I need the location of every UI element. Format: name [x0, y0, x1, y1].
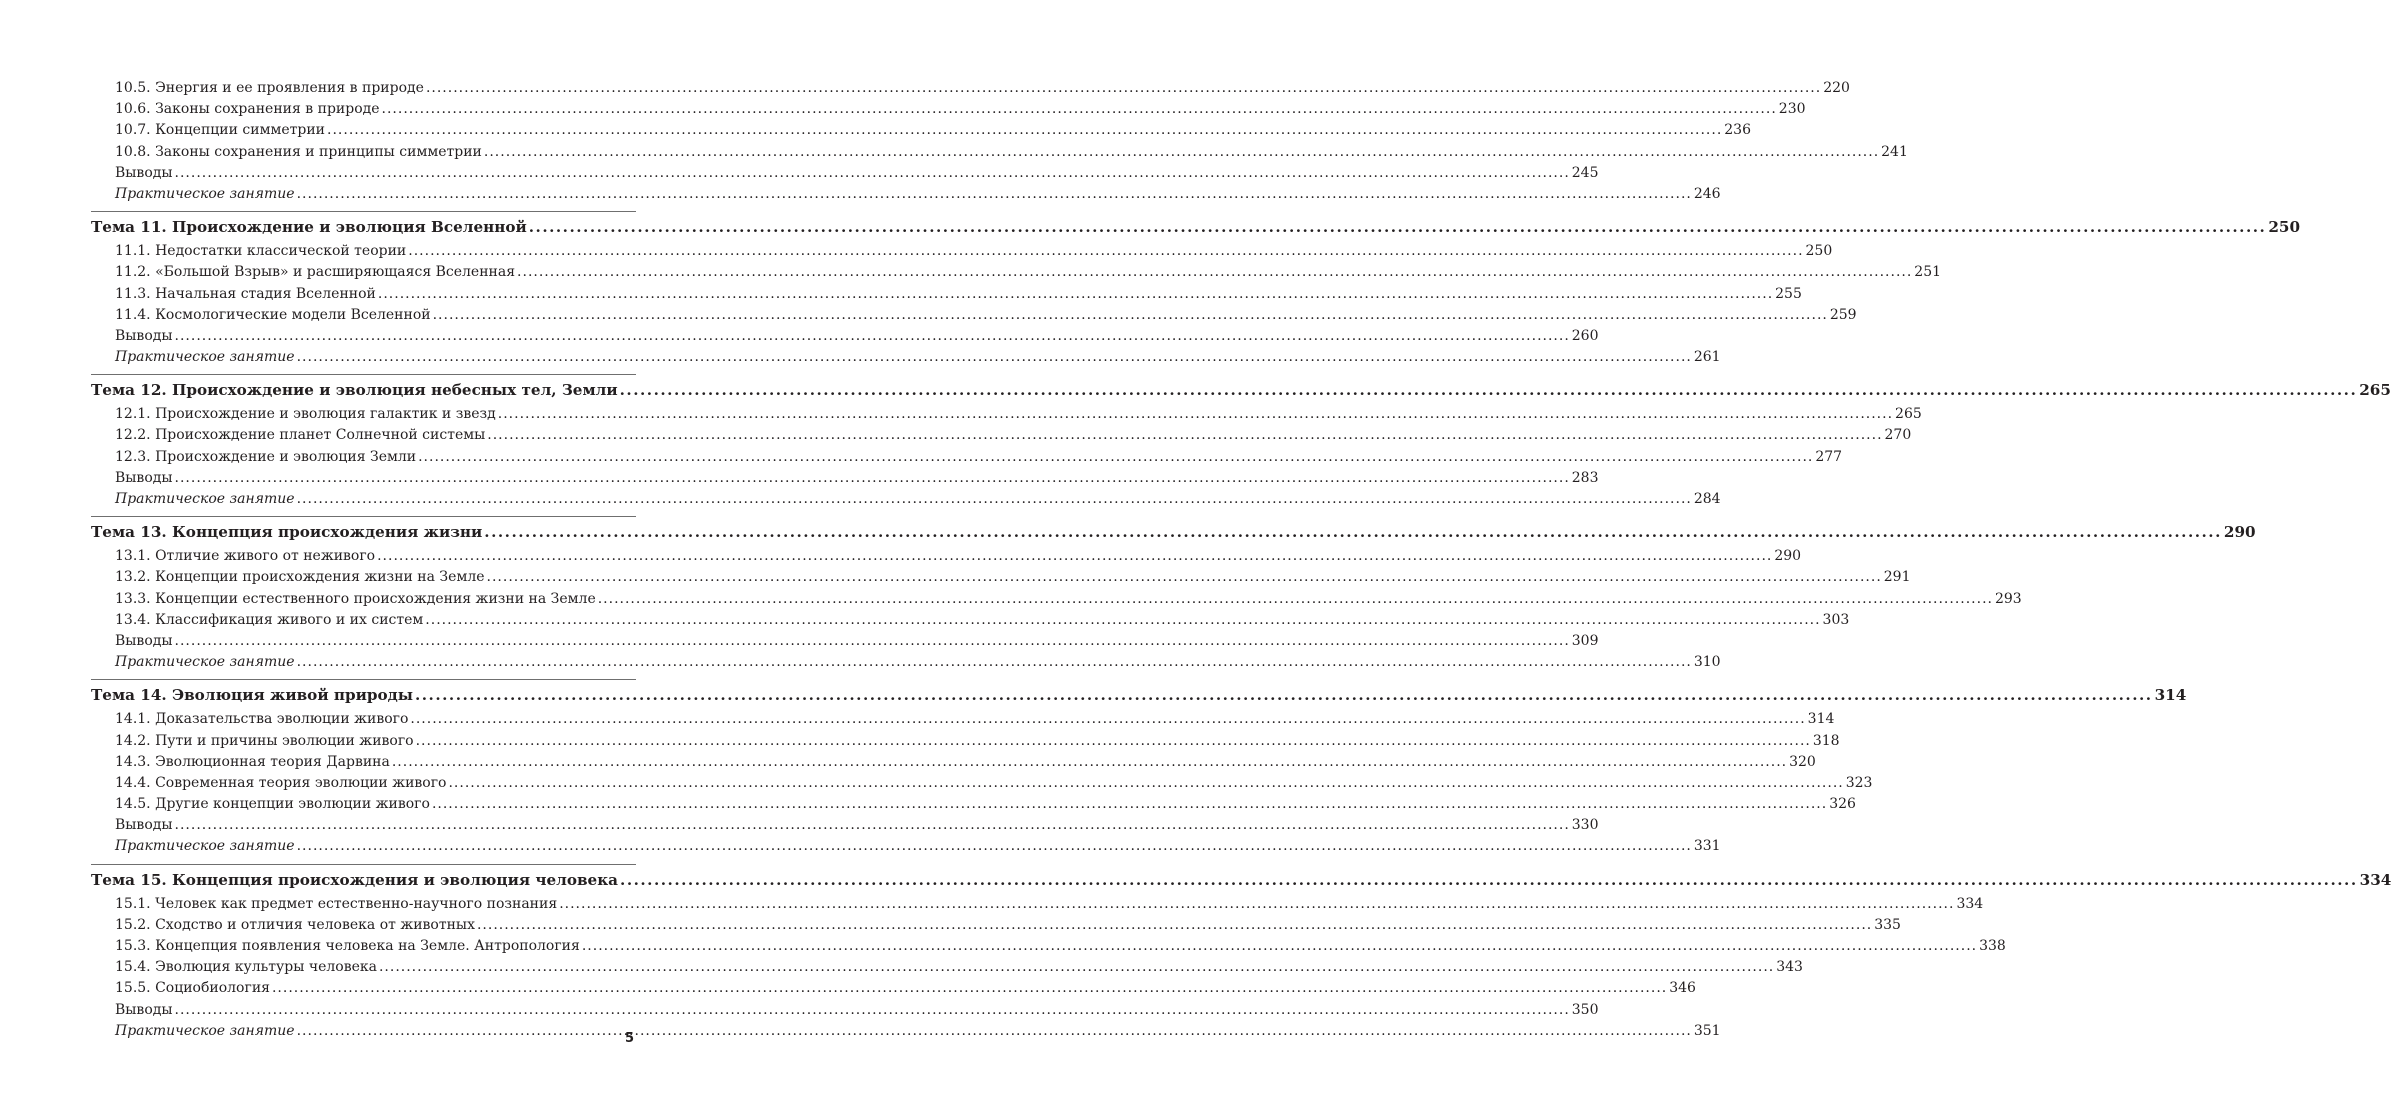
toc-entry-page: 255	[1775, 285, 1802, 302]
toc-entry-page: 250	[2268, 218, 2301, 237]
toc-entry-page: 284	[1693, 491, 1721, 507]
toc-entry-title: 10.6. Законы сохранения в природе	[115, 101, 380, 118]
toc-entry-page: 265	[1895, 406, 1922, 423]
toc-entry-title: Выводы	[115, 817, 173, 834]
dot-leader	[410, 709, 1805, 730]
toc-entry-page: 260	[1571, 327, 1599, 344]
toc-entry-title: 13.4. Классификация живого и их систем	[115, 611, 424, 628]
toc-entry-title: Практическое занятие	[115, 1022, 295, 1039]
dot-leader	[415, 682, 2153, 709]
toc-entry-title: 15.2. Сходство и отличия человека от животных	[115, 916, 475, 933]
toc-entry-page: 314	[2154, 686, 2187, 705]
toc-entry-page: 265	[2359, 381, 2391, 400]
toc-entry-title: Выводы	[115, 469, 173, 486]
toc-entry-page: 351	[1693, 1022, 1721, 1039]
toc-entry	[91, 631, 1599, 652]
toc-entry-title: 13.1. Отличие живого от неживого	[115, 548, 376, 565]
toc-entry	[91, 326, 1599, 347]
toc-topic-entry	[91, 679, 2187, 709]
toc-entry-page: 261	[1693, 349, 1721, 366]
dot-leader	[297, 184, 1692, 205]
toc-entry	[91, 915, 1901, 936]
toc-entry	[91, 652, 1721, 673]
toc-entry-title: 10.7. Концепции симметрии	[115, 122, 326, 139]
dot-leader	[297, 836, 1692, 857]
toc-entry-page: 236	[1724, 122, 1751, 139]
dot-leader	[477, 915, 1872, 936]
dot-leader	[432, 794, 1827, 815]
toc-entry	[91, 425, 1912, 446]
toc-entry-page: 270	[1884, 427, 1912, 444]
toc-entry-page: 246	[1693, 185, 1721, 202]
dot-leader	[377, 546, 1772, 567]
dot-leader	[297, 489, 1692, 510]
toc-entry	[91, 1000, 1599, 1021]
toc-entry-title: 11.4. Космологические модели Вселенной	[115, 306, 431, 323]
dot-leader	[297, 1021, 1692, 1042]
toc-entry-page: 309	[1571, 632, 1599, 649]
toc-entry	[91, 284, 1802, 305]
toc-entry	[91, 567, 1911, 588]
toc-entry-page: 310	[1693, 654, 1721, 671]
dot-leader	[175, 326, 1570, 347]
toc-entry-page: 230	[1778, 101, 1806, 118]
toc-entry-page: 277	[1815, 448, 1843, 465]
dot-leader	[620, 377, 2358, 404]
toc-topic-entry	[91, 864, 2391, 894]
toc-entry-title: 14.5. Другие концепции эволюции живого	[115, 796, 430, 813]
dot-leader	[425, 610, 1820, 631]
toc-entry	[91, 305, 1857, 326]
toc-entry-page: 330	[1571, 817, 1599, 834]
dot-leader	[529, 214, 2267, 241]
toc-entry-page: 290	[2223, 523, 2256, 542]
toc-entry-page: 326	[1829, 796, 1856, 813]
toc-topic-entry	[91, 374, 2391, 404]
toc-entry-title: 14.3. Эволюционная теория Дарвина	[115, 753, 390, 770]
dot-leader	[175, 631, 1570, 652]
toc-entry-title: 12.1. Происхождение и эволюция галактик и звезд	[115, 406, 496, 423]
toc-topic-entry	[91, 211, 2301, 241]
toc-entry-page: 245	[1571, 164, 1599, 181]
dot-leader	[327, 120, 1722, 141]
toc-entry	[91, 610, 1850, 631]
toc-entry-title: 11.3. Начальная стадия Вселенной	[115, 285, 376, 302]
dot-leader	[175, 468, 1570, 489]
toc-entry	[91, 489, 1721, 510]
toc-entry-page: 290	[1774, 548, 1802, 565]
dot-leader	[620, 867, 2358, 894]
dot-leader	[418, 447, 1813, 468]
toc-entry-page: 303	[1822, 611, 1850, 628]
toc-entry	[91, 120, 1751, 141]
toc-entry-title: 11.1. Недостатки классической теории	[115, 243, 407, 260]
toc-entry	[91, 184, 1721, 205]
dot-leader	[382, 99, 1777, 120]
dot-leader	[433, 305, 1828, 326]
dot-leader	[498, 404, 1893, 425]
toc-entry-title: 13.2. Концепции происхождения жизни на Земле	[115, 569, 485, 586]
dot-leader	[379, 957, 1774, 978]
dot-leader	[416, 731, 1811, 752]
page-number: 5	[624, 1031, 634, 1046]
toc-entry-title: 15.3. Концепция появления человека на Земле. Антропология	[115, 938, 580, 954]
toc-entry-title: 15.1. Человек как предмет естественно-научного познания	[115, 895, 558, 912]
dot-leader	[175, 163, 1570, 184]
toc-entry-title: 12.2. Происхождение планет Солнечной системы	[115, 427, 486, 444]
toc-entry-title: Выводы	[115, 632, 173, 649]
dot-leader	[487, 425, 1882, 446]
toc-entry-page: 331	[1693, 838, 1721, 855]
dot-leader	[559, 894, 1954, 915]
dot-leader	[175, 1000, 1570, 1021]
toc-entry-title: Практическое занятие	[115, 185, 295, 202]
toc-entry	[91, 589, 2022, 610]
toc-entry	[91, 99, 1806, 120]
toc-entry-title: 15.5. Социобиология	[115, 980, 270, 997]
toc-entry-title: 14.1. Доказательства эволюции живого	[115, 711, 409, 728]
toc-entry-title: Выводы	[115, 327, 173, 344]
toc-topic-entry	[91, 516, 2256, 546]
toc-entry	[91, 447, 1843, 468]
toc-entry	[91, 957, 1803, 978]
dot-leader	[297, 652, 1692, 673]
toc-entry-page: 293	[1994, 590, 2022, 607]
toc-entry	[91, 731, 1840, 752]
toc-entry	[91, 936, 2006, 957]
toc-entry-title: Практическое занятие	[115, 349, 295, 366]
toc-entry-title: 11.2. «Большой Взрыв» и расширяющаяся Вселенная	[115, 264, 516, 281]
toc-entry	[91, 468, 1599, 489]
toc-entry-page: 314	[1807, 711, 1835, 728]
toc-entry-title: 13.3. Концепции естественного происхождения жизни на Земле	[115, 590, 596, 607]
table-of-contents	[91, 78, 2391, 1042]
toc-entry	[91, 978, 1696, 999]
toc-entry	[91, 836, 1721, 857]
toc-entry-page: 346	[1669, 980, 1696, 997]
toc-entry-title: Тема 13. Концепция происхождения жизни	[91, 523, 483, 542]
toc-entry-title: Практическое занятие	[115, 491, 295, 507]
toc-entry-page: 318	[1812, 732, 1840, 749]
toc-entry-page: 320	[1789, 753, 1816, 770]
toc-entry-page: 220	[1823, 80, 1850, 96]
toc-entry-page: 251	[1914, 264, 1942, 281]
dot-leader	[598, 589, 1993, 610]
toc-entry-page: 334	[2359, 870, 2391, 889]
toc-entry-title: Выводы	[115, 164, 173, 181]
toc-entry-page: 335	[1874, 916, 1901, 933]
dot-leader	[487, 567, 1882, 588]
toc-entry-title: 10.5. Энергия и ее проявления в природе	[115, 80, 424, 96]
toc-entry	[91, 163, 1599, 184]
toc-entry-title: 15.4. Эволюция культуры человека	[115, 959, 377, 976]
toc-entry-page: 291	[1883, 569, 1911, 586]
dot-leader	[392, 752, 1787, 773]
toc-entry-page: 334	[1956, 895, 1984, 912]
toc-entry-title: Тема 15. Концепция происхождения и эволюция человека	[91, 870, 619, 889]
toc-entry-title: Тема 14. Эволюция живой природы	[91, 686, 413, 705]
dot-leader	[484, 142, 1879, 163]
toc-entry	[91, 794, 1856, 815]
toc-entry-page: 323	[1845, 774, 1873, 791]
toc-entry	[91, 1021, 1721, 1042]
toc-entry	[91, 815, 1599, 836]
toc-entry-title: 14.2. Пути и причины эволюции живого	[115, 732, 414, 749]
toc-entry	[91, 546, 1802, 567]
dot-leader	[448, 773, 1843, 794]
toc-entry	[91, 709, 1835, 730]
dot-leader	[426, 78, 1821, 99]
toc-entry	[91, 78, 1850, 99]
toc-entry	[91, 142, 1908, 163]
toc-entry-page: 343	[1776, 959, 1803, 976]
toc-entry	[91, 752, 1816, 773]
toc-entry-page: 241	[1881, 143, 1908, 160]
toc-entry-page: 250	[1805, 243, 1833, 260]
toc-entry-title: Тема 12. Происхождение и эволюция небесных тел, Земли	[91, 381, 618, 400]
toc-entry-page: 283	[1571, 469, 1599, 486]
toc-entry	[91, 773, 1873, 794]
toc-entry-title: 10.8. Законы сохранения и принципы симметрии	[115, 143, 482, 160]
toc-entry-title: Практическое занятие	[115, 838, 295, 855]
toc-entry-page: 338	[1979, 938, 2006, 954]
dot-leader	[175, 815, 1570, 836]
dot-leader	[272, 978, 1667, 999]
dot-leader	[582, 936, 1977, 957]
toc-entry-title: 12.3. Происхождение и эволюция Земли	[115, 448, 417, 465]
toc-entry	[91, 347, 1721, 368]
dot-leader	[517, 262, 1912, 283]
toc-entry-title: 14.4. Современная теория эволюции живого	[115, 774, 447, 791]
toc-entry-page: 350	[1571, 1001, 1599, 1018]
toc-entry	[91, 262, 1942, 283]
toc-entry-page: 259	[1829, 306, 1857, 323]
toc-entry-title: Практическое занятие	[115, 654, 295, 671]
toc-entry-title: Тема 11. Происхождение и эволюция Вселенной	[91, 218, 527, 237]
dot-leader	[297, 347, 1692, 368]
toc-entry-title: Выводы	[115, 1001, 173, 1018]
toc-entry	[91, 404, 1922, 425]
dot-leader	[378, 284, 1773, 305]
toc-entry	[91, 894, 1984, 915]
toc-entry	[91, 241, 1833, 262]
dot-leader	[484, 519, 2222, 546]
dot-leader	[408, 241, 1803, 262]
